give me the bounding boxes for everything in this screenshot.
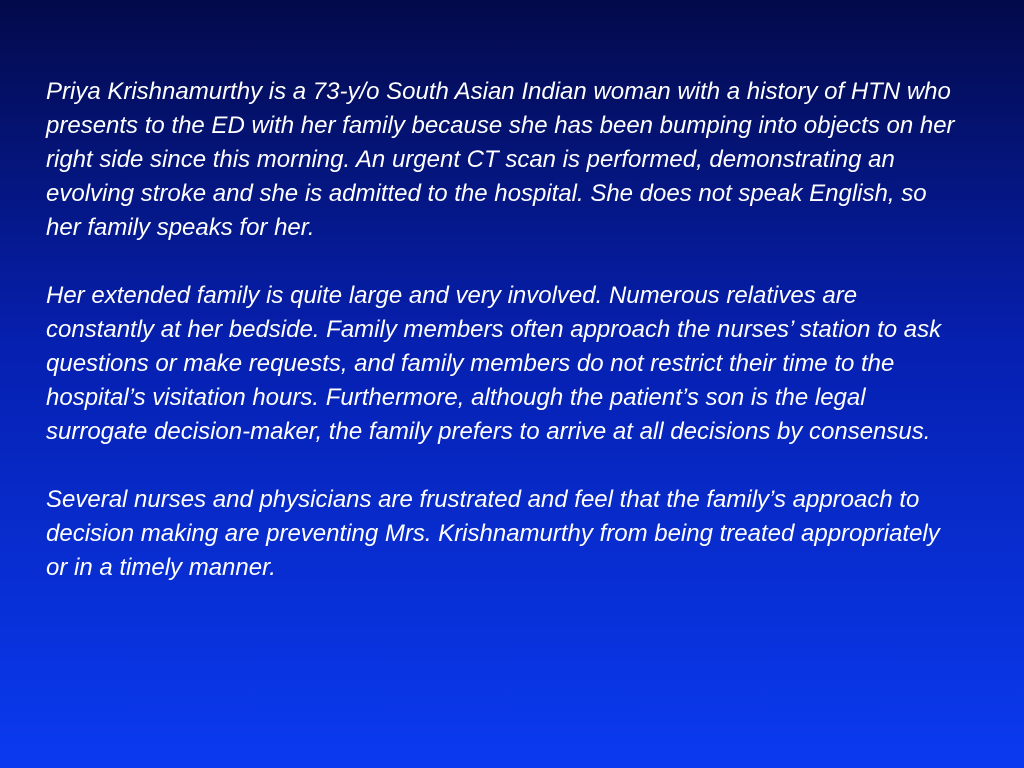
case-paragraph-1: Priya Krishnamurthy is a 73-y/o South Asian Indian woman with a history of HTN who presents to the ED with her family because she has been bumping into objects on her right side since this morning. An urgent CT scan is performed, demonstrating an evolving stroke and she is admitted to the hospital. She does not speak English, so her family speaks for her. — [46, 78, 955, 241]
case-paragraph-2: Her extended family is quite large and very involved. Numerous relatives are constantly at her bedside. Family members often approach the nurses’ station to ask questions or make requests, and family members do not restrict their time to the hospital’s visitation hours. Furthermore, although the patient’s son is the legal surrogate decision-maker, the family prefers to arrive at all decisions by consensus. — [46, 282, 942, 445]
case-paragraph-3: Several nurses and physicians are frustrated and feel that the family’s approach to decision making are preventing Mrs. Krishnamurthy from being treated appropriately or in a timely manner. — [46, 486, 940, 581]
